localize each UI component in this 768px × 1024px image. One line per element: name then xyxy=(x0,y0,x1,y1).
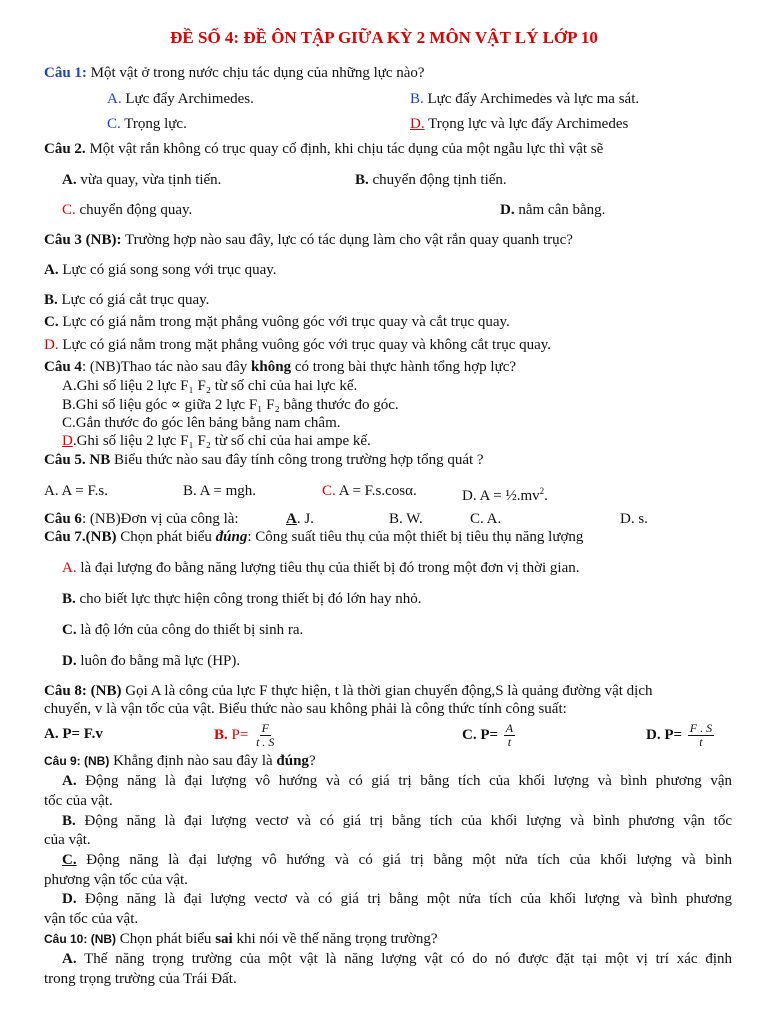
q2-option-d: D. nằm cân bằng. xyxy=(500,202,606,218)
q2-option-b: B. chuyển động tịnh tiến. xyxy=(355,172,507,188)
q7-option-a: A. là đại lượng đo bằng năng lượng tiêu thụ của thiết bị đó trong một đơn vị thời gian. xyxy=(62,560,580,576)
fraction: $\frac{F}{t . S}$ xyxy=(256,721,275,750)
question-4: Câu 4: (NB)Thao tác nào sau đây không có trong bài thực hành tổng hợp lực? xyxy=(44,359,517,375)
q7-option-d: D. luôn đo bằng mã lực (HP). xyxy=(62,653,241,669)
q6-option-d: D. s. xyxy=(620,511,648,527)
q9-option-c-continued: phương vận tốc của vật. xyxy=(44,872,188,888)
q3-option-b: B. Lực có giá cắt trục quay. xyxy=(44,292,210,308)
question-9: Câu 9: (NB) Khẳng định nào sau đây là đúng? xyxy=(44,753,316,769)
question-1 xyxy=(44,64,425,82)
q7-option-c: C. là độ lớn của công do thiết bị sinh ra. xyxy=(62,622,304,638)
q3-option-c: C. Lực có giá nằm trong mặt phẳng vuông góc với trục quay và cắt trục quay. xyxy=(44,314,510,330)
q4-option-a: A.Ghi số liệu 2 lực F₁ F₂ từ số chỉ của hai lực kế. xyxy=(62,378,358,394)
question-8: Câu 8: (NB) Gọi A là công của lực F thực hiện, t là thời gian chuyển động,S là quảng đường vật dịch xyxy=(44,683,653,699)
q8-option-b: B. P= $\frac{F}{t . S}$ xyxy=(214,721,275,750)
question-number: Câu 10: xyxy=(44,932,88,946)
question-3 xyxy=(44,231,573,249)
q1-option-b: B. Lực đẩy Archimedes và lực ma sát. xyxy=(410,91,640,107)
q9-option-d: D. Động năng là đại lượng vectơ và có giá trị bằng một nửa tích của khối lượng và bình phương xyxy=(62,891,732,907)
question-text: Một vật ở trong nước chịu tác dụng của những lực nào? xyxy=(86,65,425,81)
q7-option-b: B. cho biết lực thực hiện công trong thiết bị đó lớn hay nhỏ. xyxy=(62,591,422,607)
fraction: $\frac{F . S}{t}$ xyxy=(689,721,713,750)
q10-option-a: A. Thế năng trọng trường của một vật là năng lượng vật có do nó được đặt tại một vị trí xác định xyxy=(62,951,732,967)
q9-option-c: C. Động năng là đại lượng vô hướng và có giá trị bằng một nửa tích của khối lượng và bình xyxy=(62,852,732,868)
q8-option-d: D. P= $\frac{F . S}{t}$ xyxy=(646,721,713,750)
q5-option-d: D. $A = \frac{1}{2}.mv^2$. xyxy=(462,486,548,504)
question-10: Câu 10: (NB) Chọn phát biểu sai khi nói về thế năng trọng trường? xyxy=(44,931,438,947)
q6-option-b: B. W. xyxy=(389,511,423,527)
q5-option-a: A. A = F.s. xyxy=(44,483,108,499)
q2-option-a: A. vừa quay, vừa tịnh tiến. xyxy=(62,172,222,188)
question-number: Câu 3 (NB): xyxy=(44,232,122,248)
q6-option-c: C. A. xyxy=(470,511,502,527)
page-title: ĐỀ SỐ 4: ĐỀ ÔN TẬP GIỮA KỲ 2 MÔN VẬT LÝ LỚP 10 xyxy=(170,28,598,47)
question-number: Câu 5. NB xyxy=(44,452,111,468)
q9-option-a: A. Động năng là đại lượng vô hướng và có giá trị bằng tích của khối lượng và bình phương vận xyxy=(62,773,732,789)
question-number: Câu 1: xyxy=(44,65,87,81)
q10-option-a-continued: trong trọng trường của Trái Đất. xyxy=(44,971,237,987)
q6-option-a: A. J. xyxy=(286,511,314,527)
q9-option-a-continued: tốc của vật. xyxy=(44,793,113,809)
q1-option-d: D. Trọng lực và lực đẩy Archimedes xyxy=(410,116,629,132)
q5-option-b: B. A = mgh. xyxy=(183,483,257,499)
q8-option-c: C. P= $\frac{A}{t}$ xyxy=(462,721,514,750)
question-text: Trường hợp nào sau đây, lực có tác dụng làm cho vật rắn quay quanh trục? xyxy=(121,232,573,248)
question-7: Câu 7.(NB) Chọn phát biểu đúng: Công suất tiêu thụ của một thiết bị tiêu thụ năng lượng xyxy=(44,529,584,545)
question-2 xyxy=(44,140,603,158)
question-number: Câu 4 xyxy=(44,359,82,375)
question-5 xyxy=(44,451,484,469)
q4-option-d: D.Ghi số liệu 2 lực F₁ F₂ từ số chỉ của hai ampe kế. xyxy=(62,433,371,449)
question-text: Một vật rắn không có trục quay cố định, khi chịu tác dụng của một ngẫu lực thì vật sẽ xyxy=(85,141,604,157)
q3-option-a: A. Lực có giá song song với trục quay. xyxy=(44,262,277,278)
question-number: Câu 6 xyxy=(44,511,82,527)
q5-option-c: C. A = F.s.cosα. xyxy=(322,483,417,499)
question-number: Câu 2. xyxy=(44,141,86,157)
question-number: Câu 9: xyxy=(44,754,81,768)
q2-option-c: C. chuyển động quay. xyxy=(62,202,193,218)
question-number: Câu 8: xyxy=(44,683,87,699)
fraction: $\frac{A}{t}$ xyxy=(505,721,514,750)
question-8-continued: chuyển, v là vận tốc của vật. Biểu thức nào sau không phải là công thức tính công suất: xyxy=(44,701,567,717)
question-number: Câu 7.(NB) xyxy=(44,529,117,545)
q1-option-a: A. Lực đẩy Archimedes. xyxy=(107,91,254,107)
q1-option-c: C. Trọng lực. xyxy=(107,116,187,132)
question-text: Biểu thức nào sau đây tính công trong trường hợp tổng quát ? xyxy=(110,452,484,468)
q9-option-d-continued: vận tốc của vật. xyxy=(44,911,139,927)
q9-option-b: B. Động năng là đại lượng vectơ và có giá trị bằng tích của khối lượng và bình phương vận tốc xyxy=(62,813,732,829)
question-6: Câu 6: (NB)Đơn vị của công là: xyxy=(44,511,239,527)
q3-option-d: D. Lực có giá nằm trong mặt phẳng vuông góc với trục quay và không cắt trục quay. xyxy=(44,337,552,353)
q4-option-c: C.Gắn thước đo góc lên bảng bằng nam châm. xyxy=(62,415,341,431)
q9-option-b-continued: của vật. xyxy=(44,832,91,848)
q4-option-b: B.Ghi số liệu góc ∝ giữa 2 lực F₁ F₂ bằng thước đo góc. xyxy=(62,397,399,413)
q8-option-a: A. P= F.v xyxy=(44,726,103,742)
